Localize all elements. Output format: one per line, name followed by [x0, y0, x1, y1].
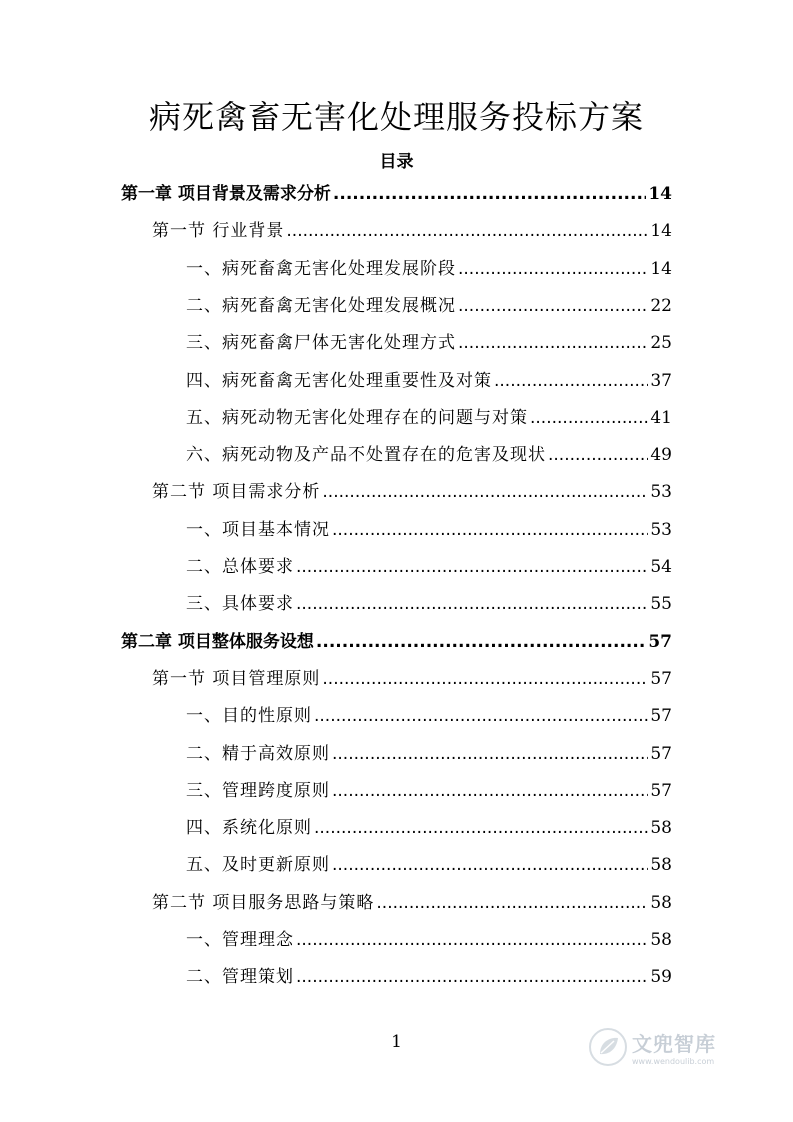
toc-leader-dots: [332, 777, 648, 805]
toc-entry-title: 一、目的性原则: [186, 706, 312, 727]
toc-leader-dots: [458, 329, 648, 357]
toc-entry-page: 58: [650, 855, 672, 876]
toc-entry-page: 37: [650, 370, 672, 391]
toc-leader-dots: [458, 255, 648, 283]
toc-entry-page: 58: [650, 818, 672, 839]
toc-entry-title: 二、病死畜禽无害化处理发展概况: [186, 295, 456, 316]
toc-leader-dots: [296, 590, 648, 618]
toc-entry[interactable]: [121, 180, 672, 208]
toc-entry-title: 一、管理理念: [186, 930, 294, 950]
toc-leader-dots: [332, 851, 648, 879]
toc-entry-title: 五、病死动物无害化处理存在的问题与对策: [186, 407, 528, 428]
toc-leader-dots: [296, 926, 648, 954]
toc-entry[interactable]: [186, 926, 672, 954]
toc-leader-dots: [296, 963, 648, 991]
toc-entry-page: 53: [650, 519, 672, 540]
toc-entry-title: 四、病死畜禽无害化处理重要性及对策: [186, 370, 492, 391]
toc-leader-dots: [332, 740, 648, 768]
toc-entry-page: 25: [650, 333, 672, 354]
watermark: [588, 1024, 748, 1070]
toc-entry[interactable]: [186, 441, 672, 469]
toc-entry-title: 二、管理策划: [186, 967, 294, 988]
toc-entry[interactable]: [186, 367, 672, 395]
toc-entry[interactable]: [152, 665, 672, 693]
toc-entry-page: 59: [650, 967, 672, 988]
toc-entry[interactable]: [186, 292, 672, 320]
toc-entry-title: 第一章 项目背景及需求分析: [121, 184, 331, 204]
toc-leader-dots: [548, 441, 648, 469]
toc-entry[interactable]: [186, 777, 672, 805]
toc-entry-page: 57: [648, 631, 672, 652]
toc-leader-dots: [458, 292, 648, 320]
toc-leader-dots: [316, 628, 646, 656]
toc-entry[interactable]: [186, 963, 672, 991]
toc-entry-title: 二、精于高效原则: [186, 743, 330, 764]
toc-entry[interactable]: [121, 628, 672, 656]
toc-entry-title: 第二节 项目服务思路与策略: [152, 892, 375, 913]
toc-entry-page: 14: [650, 221, 672, 242]
toc-entry-page: 49: [650, 445, 672, 466]
toc-entry[interactable]: [186, 553, 672, 581]
toc-entry-page: 22: [650, 295, 672, 316]
toc-entry[interactable]: [186, 740, 672, 768]
toc-entry-page: 57: [650, 780, 672, 801]
toc-entry[interactable]: [186, 814, 672, 842]
watermark-name: 文兜智库: [632, 1032, 716, 1056]
toc-leader-dots: [494, 367, 648, 395]
toc-entry[interactable]: [186, 329, 672, 357]
toc-entry[interactable]: [186, 255, 672, 283]
toc-entry-page: 54: [650, 557, 672, 577]
toc-leader-dots: [314, 814, 648, 842]
toc-leader-dots: [332, 516, 648, 544]
toc-entry-title: 二、总体要求: [186, 557, 294, 577]
toc-entry[interactable]: [152, 889, 672, 917]
toc-entry-page: 58: [650, 892, 672, 913]
toc-entry-page: 57: [650, 706, 672, 727]
toc-leader-dots: [322, 665, 648, 693]
toc-entry-title: 第一节 项目管理原则: [152, 668, 321, 689]
toc-entry-page: 41: [650, 407, 672, 428]
toc-entry-title: 四、系统化原则: [186, 818, 312, 839]
toc-entry-page: 14: [650, 258, 672, 279]
toc-entry-title: 第一节 行业背景: [152, 221, 285, 242]
toc-entry-title: 第二节 项目需求分析: [152, 482, 321, 503]
toc-entry-title: 一、病死畜禽无害化处理发展阶段: [186, 258, 456, 279]
toc-leader-dots: [296, 553, 648, 581]
page-number: 1: [391, 1032, 402, 1052]
toc-entry-title: 三、病死畜禽尸体无害化处理方式: [186, 333, 456, 354]
toc-leader-dots: [286, 217, 648, 245]
toc-entry-page: 58: [650, 930, 672, 950]
toc-entry-title: 三、管理跨度原则: [186, 780, 330, 801]
toc-leader-dots: [333, 180, 646, 208]
toc-entry[interactable]: [152, 217, 672, 245]
document-title: 病死禽畜无害化处理服务投标方案: [148, 98, 644, 136]
toc-heading: 目录: [379, 152, 414, 172]
toc-entry-page: 53: [650, 482, 672, 503]
toc-entry[interactable]: [186, 516, 672, 544]
toc-entry-page: 55: [650, 594, 672, 615]
toc-entry-page: 14: [648, 184, 672, 204]
toc-entry[interactable]: [186, 590, 672, 618]
toc-entry[interactable]: [186, 404, 672, 432]
toc-entry-title: 一、项目基本情况: [186, 519, 330, 540]
toc-leader-dots: [376, 889, 648, 917]
toc-entry-page: 57: [650, 668, 672, 689]
toc-entry[interactable]: [186, 702, 672, 730]
toc-leader-dots: [322, 478, 648, 506]
toc-entry-title: 五、及时更新原则: [186, 855, 330, 876]
toc-entry-title: 第二章 项目整体服务设想: [121, 631, 314, 652]
toc-entry-title: 六、病死动物及产品不处置存在的危害及现状: [186, 445, 546, 466]
toc-entry[interactable]: [186, 851, 672, 879]
toc-entry[interactable]: [152, 478, 672, 506]
leaf-logo-icon: [588, 1027, 628, 1067]
toc-entry-title: 三、具体要求: [186, 594, 294, 615]
toc-leader-dots: [530, 404, 648, 432]
toc-leader-dots: [314, 702, 648, 730]
watermark-url: www.wendoulib.com: [632, 1057, 715, 1066]
toc-entry-page: 57: [650, 743, 672, 764]
